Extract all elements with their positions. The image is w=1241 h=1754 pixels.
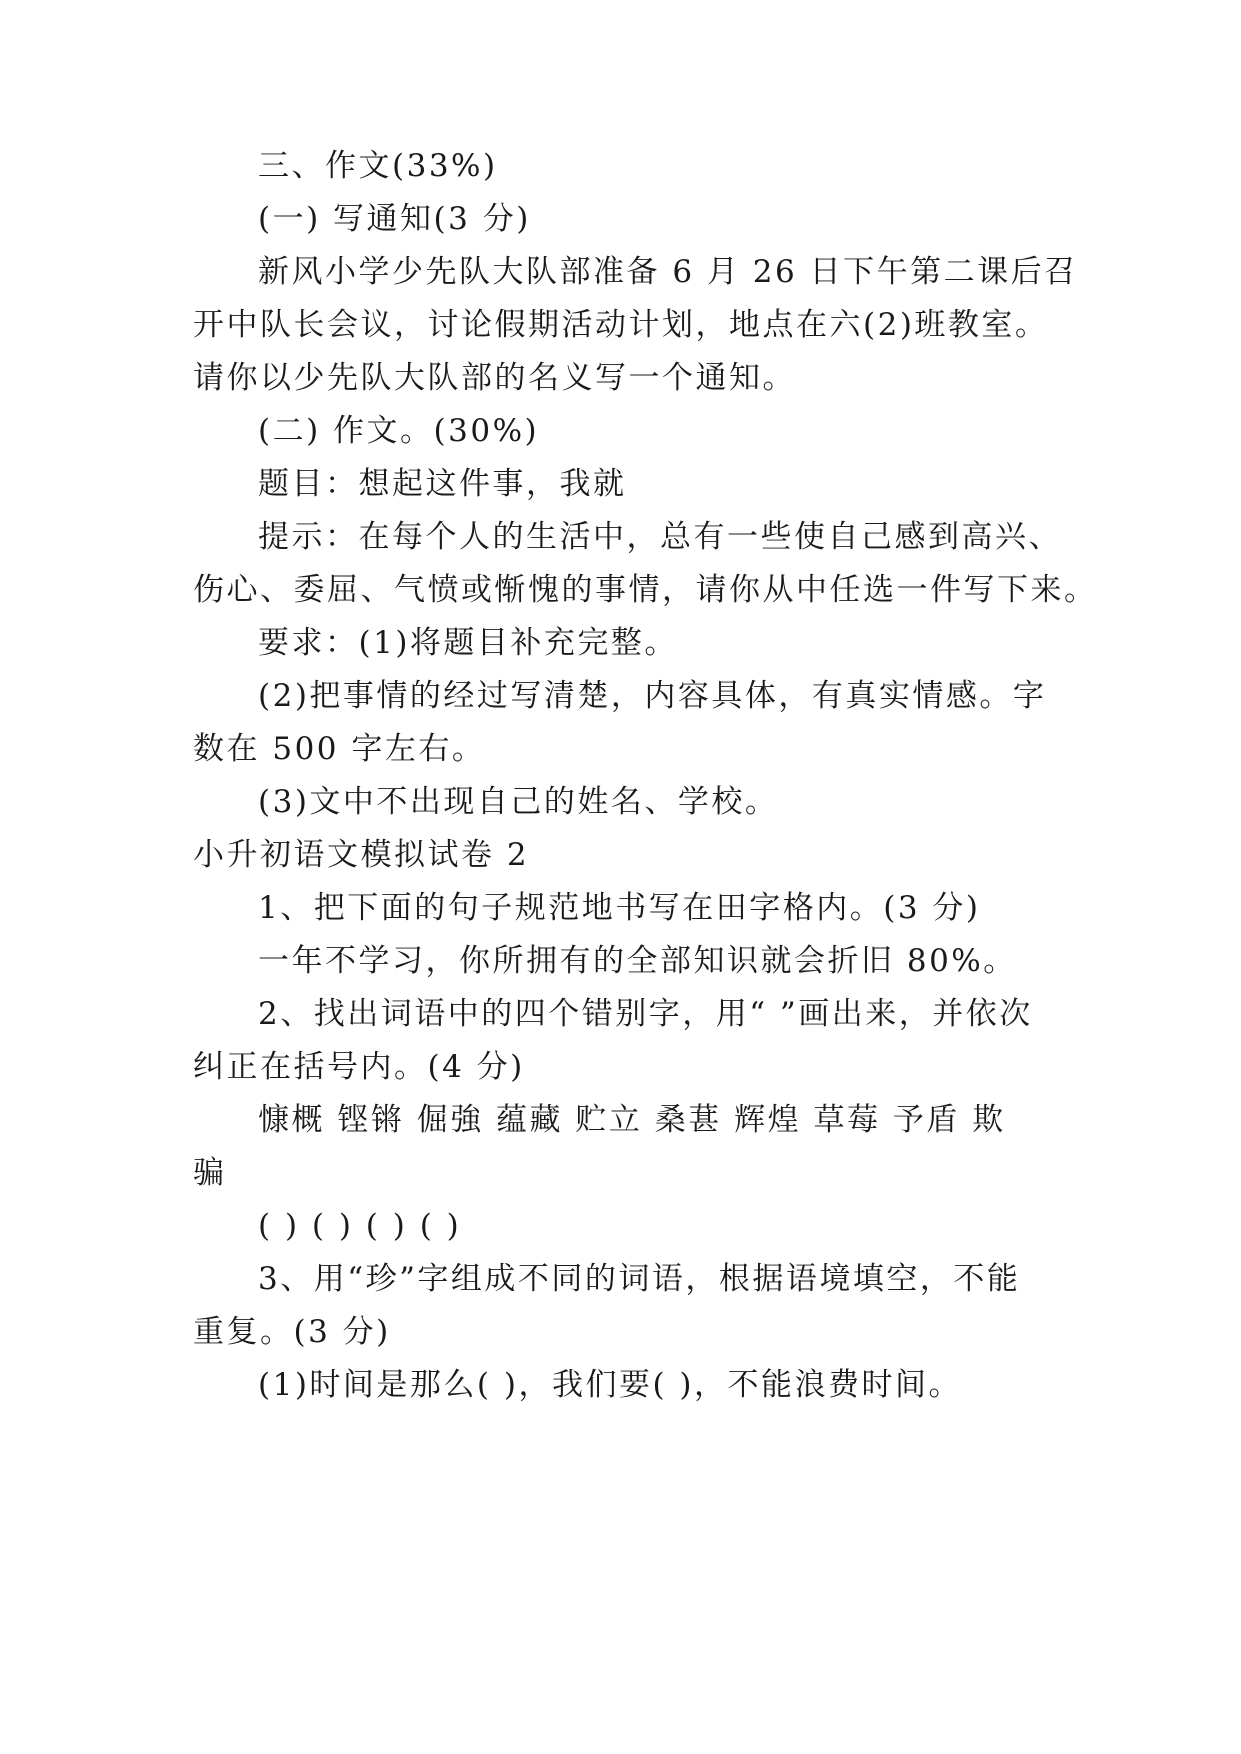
essay-hint-line: 伤心、委屈、气愤或惭愧的事情，请你从中任选一件写下来。 [193, 572, 1098, 608]
question-2-words: 骗 [193, 1155, 227, 1191]
section-three-heading: 三、作文(33%) [258, 148, 498, 184]
question-1-sentence: 一年不学习，你所拥有的全部知识就会折旧 80%。 [258, 943, 1017, 979]
requirement-line: (3)文中不出现自己的姓名、学校。 [258, 784, 779, 820]
essay-title: 题目：想起这件事，我就 [258, 466, 627, 502]
question-2-text: 2、找出词语中的四个错别字，用“ ”画出来，并依次 [258, 996, 1033, 1032]
requirement-line: (2)把事情的经过写清楚，内容具体，有真实情感。字 [258, 678, 1047, 714]
essay-hint-line: 提示：在每个人的生活中，总有一些使自己感到高兴、 [258, 519, 1062, 555]
question-3-item: (1)时间是那么( )，我们要( )，不能浪费时间。 [258, 1367, 962, 1403]
notice-text-line: 新风小学少先队大队部准备 6 月 26 日下午第二课后召 [258, 254, 1078, 290]
notice-text-line: 请你以少先队大队部的名义写一个通知。 [193, 360, 796, 396]
question-2-blanks: ( ) ( ) ( ) ( ) [258, 1208, 462, 1244]
requirement-line: 数在 500 字左右。 [193, 731, 486, 767]
question-3-text: 3、用“珍”字组成不同的词语，根据语境填空，不能 [258, 1261, 1021, 1297]
question-2-text: 纠正在括号内。(4 分) [193, 1049, 525, 1085]
exam-title: 小升初语文模拟试卷 2 [193, 837, 530, 873]
notice-text-line: 开中队长会议，讨论假期活动计划，地点在六(2)班教室。 [193, 307, 1049, 343]
part-two-heading: (二) 作文。(30%) [258, 413, 540, 449]
part-one-heading: (一) 写通知(3 分) [258, 201, 531, 237]
requirement-line: 要求：(1)将题目补充完整。 [258, 625, 678, 661]
question-3-text: 重复。(3 分) [193, 1314, 391, 1350]
question-1-text: 1、把下面的句子规范地书写在田字格内。(3 分) [258, 890, 981, 926]
question-2-words: 慷概 铿锵 倔強 蕴藏 贮立 桑葚 辉煌 草莓 予盾 欺 [258, 1102, 1006, 1138]
